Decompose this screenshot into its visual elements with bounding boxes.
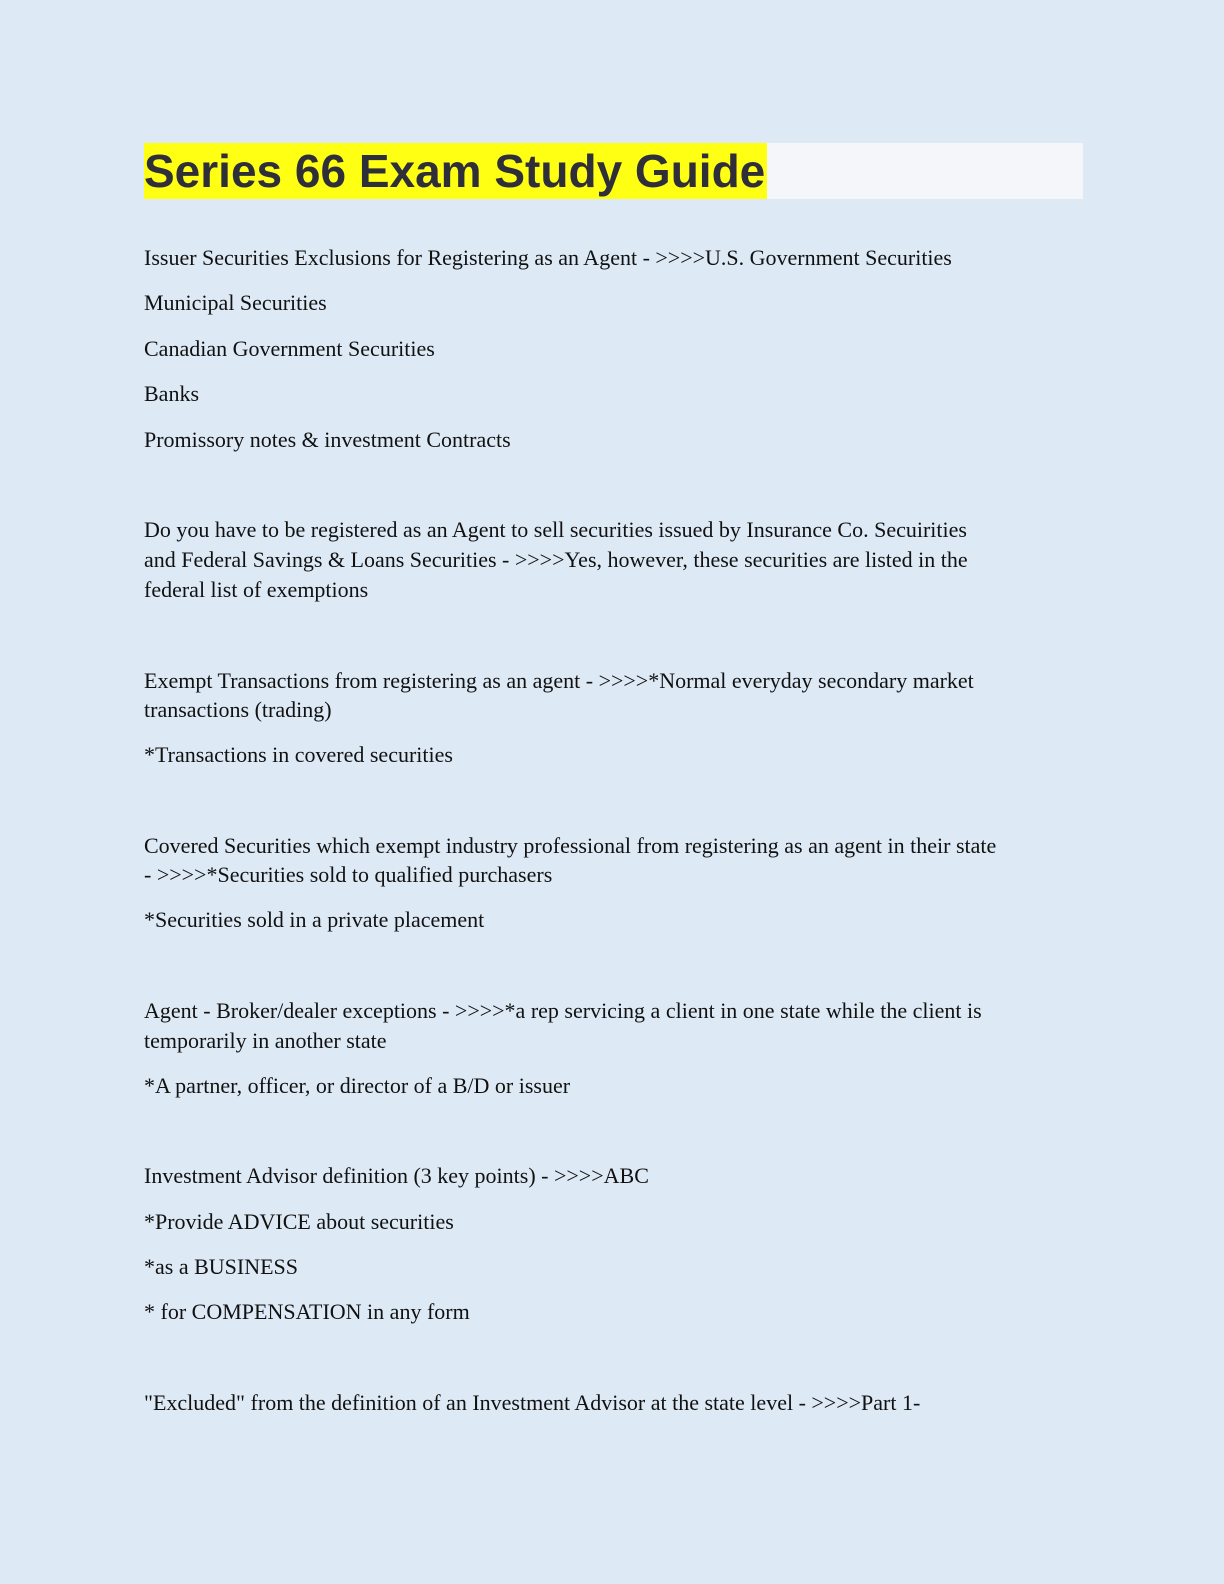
text-line: *Transactions in covered securities	[144, 742, 453, 767]
text-line: federal list of exemptions	[144, 577, 369, 602]
text-line: Exempt Transactions from registering as an agent - >>>>*Normal everyday secondary market	[144, 668, 974, 693]
text-line: Agent - Broker/dealer exceptions - >>>>*a rep servicing a client in one state while the client is	[144, 998, 982, 1023]
text-line: Investment Advisor definition (3 key points) - >>>>ABC	[144, 1163, 649, 1188]
text-line: Municipal Securities	[144, 290, 327, 315]
text-line: - >>>>*Securities sold to qualified purchasers	[144, 862, 553, 887]
text-line: Promissory notes & investment Contracts	[144, 427, 511, 452]
document-title: Series 66 Exam Study Guide	[144, 145, 766, 197]
text-line: *as a BUSINESS	[144, 1254, 299, 1279]
text-line: Do you have to be registered as an Agent to sell securities issued by Insurance Co. Secuirities	[144, 517, 967, 542]
text-line: Banks	[144, 381, 199, 406]
text-line: Covered Securities which exempt industry professional from registering as an agent in their state	[144, 833, 997, 858]
text-line: Issuer Securities Exclusions for Registering as an Agent - >>>>U.S. Government Securities	[144, 245, 952, 270]
text-line: *Provide ADVICE about securities	[144, 1209, 454, 1234]
text-line: *A partner, officer, or director of a B/D or issuer	[144, 1073, 571, 1098]
text-line: Canadian Government Securities	[144, 336, 435, 361]
text-line: "Excluded" from the definition of an Investment Advisor at the state level - >>>>Part 1-	[144, 1390, 921, 1415]
text-line: and Federal Savings & Loans Securities - >>>>Yes, however, these securities are listed in the	[144, 547, 968, 572]
text-line: *Securities sold in a private placement	[144, 907, 485, 932]
title-bar	[144, 143, 1083, 199]
text-line: * for COMPENSATION in any form	[144, 1299, 470, 1324]
text-line: transactions (trading)	[144, 697, 332, 722]
text-line: temporarily in another state	[144, 1028, 387, 1053]
